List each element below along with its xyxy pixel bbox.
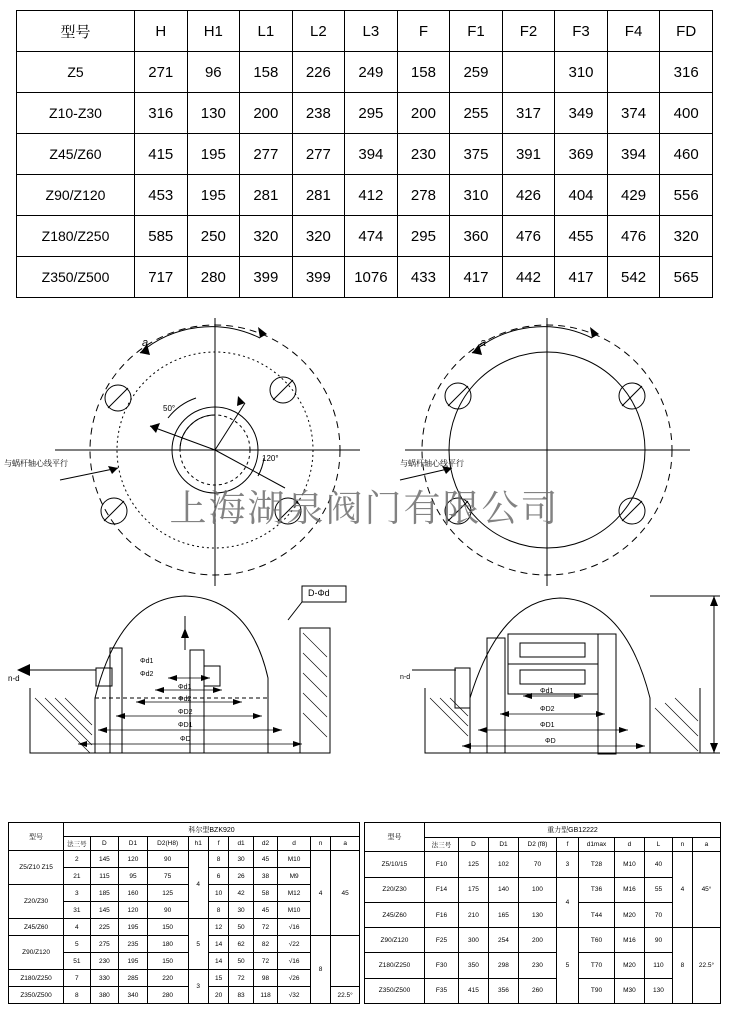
cell-L2: 226 [292, 52, 345, 93]
cell-model: Z350/Z500 [17, 257, 135, 298]
label-phi-D1-right: ΦD1 [540, 722, 555, 729]
table-row [9, 919, 360, 936]
cell-model: Z90/Z120 [9, 936, 64, 970]
label-angle-a-right: a [480, 337, 487, 349]
cell-h1: 5 [188, 919, 208, 970]
cell-D1: 140 [488, 877, 518, 902]
drawing-svg [0, 298, 729, 818]
cell-flange: 51 [64, 953, 91, 970]
cell-d1: 50 [229, 953, 253, 970]
cell-F2: 317 [502, 93, 555, 134]
cell-flange: F14 [424, 877, 458, 902]
cell-F3: 455 [555, 216, 608, 257]
cell-flange: 7 [64, 970, 91, 987]
cell-F3: 404 [555, 175, 608, 216]
label-phi-D1-left: ΦD1 [178, 722, 193, 729]
group-title-right: 重力型GB12222 [424, 823, 720, 838]
cell-D2: 90 [147, 851, 188, 868]
cell-F4: 394 [607, 134, 660, 175]
cell-D1: 298 [488, 953, 518, 978]
col-header-D1: D1 [488, 837, 518, 852]
cell-D: 210 [458, 902, 488, 927]
cell-F1: 417 [450, 257, 503, 298]
cell-L: 90 [644, 928, 672, 953]
cell-d: √26 [278, 970, 311, 987]
cell-F4: 429 [607, 175, 660, 216]
dimension-table [16, 10, 713, 298]
col-header-F4: F4 [607, 11, 660, 52]
cell-H1: 250 [187, 216, 240, 257]
cell-d: M9 [278, 868, 311, 885]
table-row [9, 970, 360, 987]
cell-H1: 195 [187, 134, 240, 175]
cell-F1: 375 [450, 134, 503, 175]
col-header-d1max: d1max [578, 837, 614, 852]
cell-L: 130 [644, 978, 672, 1003]
cell-flange: F16 [424, 902, 458, 927]
table-row [17, 93, 713, 134]
cell-model: Z10-Z30 [17, 93, 135, 134]
cell-L3: 295 [345, 93, 398, 134]
col-header-FD: FD [660, 11, 713, 52]
cell-F2 [502, 52, 555, 93]
cell-d1max: T28 [578, 852, 614, 877]
cell-model: Z20/Z30 [9, 885, 64, 919]
cell-D2: 150 [147, 919, 188, 936]
table-row [17, 134, 713, 175]
table-row [17, 175, 713, 216]
table-row [364, 928, 720, 953]
cell-model: Z90/Z120 [17, 175, 135, 216]
cell-F3: 310 [555, 52, 608, 93]
cell-L1: 200 [240, 93, 293, 134]
cell-F3: 417 [555, 257, 608, 298]
cell-L3: 474 [345, 216, 398, 257]
cell-D2: 100 [518, 877, 556, 902]
cell-D2: 130 [518, 902, 556, 927]
cell-D: 380 [90, 987, 119, 1004]
cell-D1: 235 [119, 936, 148, 953]
cell-f: 12 [208, 919, 228, 936]
cell-f: 10 [208, 885, 228, 902]
cell-f: 15 [208, 970, 228, 987]
table-row [9, 885, 360, 902]
cell-D2: 280 [147, 987, 188, 1004]
label-parallel-right: 与蜗杆轴心线平行 [400, 459, 464, 468]
cell-d1max: T36 [578, 877, 614, 902]
group-title-left: 科尔型BZK920 [64, 823, 360, 837]
cell-F: 433 [397, 257, 450, 298]
cell-f: 5 [556, 928, 578, 1004]
table-row [364, 902, 720, 927]
cell-f: 14 [208, 936, 228, 953]
col-header-model: 型号 [17, 11, 135, 52]
cell-F3: 349 [555, 93, 608, 134]
cell-flange: F30 [424, 953, 458, 978]
cell-L2: 277 [292, 134, 345, 175]
cell-D2: 200 [518, 928, 556, 953]
cell-H: 453 [135, 175, 188, 216]
cell-model: Z45/Z60 [364, 902, 424, 927]
cell-d1max: T44 [578, 902, 614, 927]
cell-n: 8 [672, 928, 692, 1004]
col-header-flange: 法三号 [64, 837, 91, 851]
cell-D: 230 [90, 953, 119, 970]
table-row [9, 936, 360, 953]
cell-D: 185 [90, 885, 119, 902]
cell-D1: 165 [488, 902, 518, 927]
cell-F2: 391 [502, 134, 555, 175]
col-header-f: f [208, 837, 228, 851]
cell-d2: 45 [253, 851, 277, 868]
table-row [17, 52, 713, 93]
cell-F: 295 [397, 216, 450, 257]
cell-d1: 62 [229, 936, 253, 953]
col-header-n: n [672, 837, 692, 852]
cell-F2: 426 [502, 175, 555, 216]
cell-f: 4 [556, 877, 578, 928]
table-header-row [17, 11, 713, 52]
label-phi-D2-left: ΦD2 [178, 709, 193, 716]
col-header-model: 型号 [9, 823, 64, 851]
cell-d: √16 [278, 919, 311, 936]
cell-L: 55 [644, 877, 672, 902]
col-header-D1: D1 [119, 837, 148, 851]
table-row [9, 851, 360, 868]
cell-H1: 96 [187, 52, 240, 93]
cell-H: 415 [135, 134, 188, 175]
col-header-F: F [397, 11, 450, 52]
label-phi-d1-right: Φd1 [540, 688, 554, 695]
label-phi-d2-left: Φd2 [178, 696, 192, 703]
cell-D1: 340 [119, 987, 148, 1004]
cell-d1max: T70 [578, 953, 614, 978]
cell-L3: 1076 [345, 257, 398, 298]
cell-flange: F10 [424, 852, 458, 877]
cell-n: 4 [310, 851, 330, 936]
cell-F1: 259 [450, 52, 503, 93]
table-row [9, 987, 360, 1004]
cell-d: M10 [278, 851, 311, 868]
cell-D2: 70 [518, 852, 556, 877]
cell-flange: 4 [64, 919, 91, 936]
cell-L2: 281 [292, 175, 345, 216]
cell-d: M30 [614, 978, 644, 1003]
cell-d: M10 [614, 852, 644, 877]
cell-d2: 58 [253, 885, 277, 902]
col-header-f: f [556, 837, 578, 852]
cell-D2: 90 [147, 902, 188, 919]
cell-L1: 320 [240, 216, 293, 257]
cell-d: √22 [278, 936, 311, 953]
cell-F: 230 [397, 134, 450, 175]
col-header-a: a [692, 837, 720, 852]
cell-d: √16 [278, 953, 311, 970]
cell-L2: 238 [292, 93, 345, 134]
cell-FD: 460 [660, 134, 713, 175]
label-phi-D-left: ΦD [180, 736, 191, 743]
technical-drawings [0, 298, 729, 818]
cell-D2: 150 [147, 953, 188, 970]
company-watermark: 上海湖泉阀门有限公司 [169, 487, 560, 530]
cell-D2: 260 [518, 978, 556, 1003]
cell-F1: 310 [450, 175, 503, 216]
col-header-model: 型号 [364, 823, 424, 852]
cell-a: 45 [331, 851, 360, 936]
cell-model: Z20/Z30 [364, 877, 424, 902]
cell-model: Z180/Z250 [9, 970, 64, 987]
cell-F3: 369 [555, 134, 608, 175]
cell-model: Z5/10/15 [364, 852, 424, 877]
cell-L: 40 [644, 852, 672, 877]
cell-d1max: T90 [578, 978, 614, 1003]
cell-d2: 45 [253, 902, 277, 919]
cell-D: 300 [458, 928, 488, 953]
col-header-H: H [135, 11, 188, 52]
cell-L: 110 [644, 953, 672, 978]
cell-D1: 95 [119, 868, 148, 885]
label-phi-D-right: ΦD [545, 738, 556, 745]
cell-FD: 565 [660, 257, 713, 298]
cell-D1: 195 [119, 919, 148, 936]
cell-F: 278 [397, 175, 450, 216]
cell-model: Z180/Z250 [17, 216, 135, 257]
cell-d2: 72 [253, 953, 277, 970]
cell-D: 115 [90, 868, 119, 885]
cell-f: 6 [208, 868, 228, 885]
cell-flange: 3 [64, 885, 91, 902]
cell-model: Z5/Z10 Z15 [9, 851, 64, 885]
label-phi-D2-right: ΦD2 [540, 706, 555, 713]
cell-f: 8 [208, 851, 228, 868]
cell-d1: 30 [229, 851, 253, 868]
cell-n: 8 [310, 936, 330, 1004]
cell-model: Z350/Z500 [364, 978, 424, 1003]
cell-flange: 21 [64, 868, 91, 885]
cell-d1max: T60 [578, 928, 614, 953]
cell-d1: 83 [229, 987, 253, 1004]
cell-H1: 280 [187, 257, 240, 298]
cell-d: M20 [614, 953, 644, 978]
table-row [364, 852, 720, 877]
label-D-phi-d: D-Φd [308, 588, 330, 598]
cell-model: Z45/Z60 [17, 134, 135, 175]
cell-d: √32 [278, 987, 311, 1004]
cell-L2: 320 [292, 216, 345, 257]
col-header-D2: D2(H8) [147, 837, 188, 851]
cell-d: M10 [278, 902, 311, 919]
cell-flange: 5 [64, 936, 91, 953]
cell-H: 316 [135, 93, 188, 134]
cell-d1: 72 [229, 970, 253, 987]
cell-model: Z90/Z120 [364, 928, 424, 953]
cell-H1: 195 [187, 175, 240, 216]
cell-a: 45° [692, 852, 720, 928]
cell-D2: 125 [147, 885, 188, 902]
cell-model: Z350/Z500 [9, 987, 64, 1004]
label-n-d-right: n-d [400, 674, 411, 681]
col-header-F2: F2 [502, 11, 555, 52]
cell-D: 275 [90, 936, 119, 953]
col-header-d: d [278, 837, 311, 851]
col-header-L: L [644, 837, 672, 852]
label-phi-d2: Φd2 [140, 671, 154, 678]
label-angle-120: 120° [262, 454, 279, 463]
cell-D1: 120 [119, 902, 148, 919]
cell-f: 8 [208, 902, 228, 919]
cell-FD: 556 [660, 175, 713, 216]
cell-L3: 249 [345, 52, 398, 93]
col-header-F1: F1 [450, 11, 503, 52]
flange-table-left [8, 822, 360, 1004]
cell-d2: 82 [253, 936, 277, 953]
cell-flange: 2 [64, 851, 91, 868]
cell-D2: 220 [147, 970, 188, 987]
cell-H: 271 [135, 52, 188, 93]
col-header-D: D [90, 837, 119, 851]
cell-model: Z5 [17, 52, 135, 93]
bottom-tables [0, 822, 729, 1004]
cell-H: 585 [135, 216, 188, 257]
cell-model: Z45/Z60 [9, 919, 64, 936]
cell-d1: 30 [229, 902, 253, 919]
table-row [17, 216, 713, 257]
cell-a: 22.5° [331, 987, 360, 1004]
cell-model: Z180/Z250 [364, 953, 424, 978]
col-header-L2: L2 [292, 11, 345, 52]
cell-d: M12 [278, 885, 311, 902]
cell-D2: 180 [147, 936, 188, 953]
cell-D: 225 [90, 919, 119, 936]
table-row [364, 877, 720, 902]
cell-flange: 8 [64, 987, 91, 1004]
col-header-d1: d1 [229, 837, 253, 851]
cell-FD: 400 [660, 93, 713, 134]
cell-D: 415 [458, 978, 488, 1003]
cell-F4: 542 [607, 257, 660, 298]
table-group-header-row [9, 823, 360, 837]
cell-D1: 285 [119, 970, 148, 987]
cell-d: M20 [614, 902, 644, 927]
table-row [364, 953, 720, 978]
cell-d1: 26 [229, 868, 253, 885]
cell-a [331, 936, 360, 987]
col-header-flange: 法三号 [424, 837, 458, 852]
cell-F2: 476 [502, 216, 555, 257]
cell-D: 175 [458, 877, 488, 902]
cell-D2: 230 [518, 953, 556, 978]
cell-flange: F25 [424, 928, 458, 953]
cell-d: M16 [614, 877, 644, 902]
label-phi-d1: Φd1 [140, 658, 154, 665]
cell-n: 4 [672, 852, 692, 928]
table-row [17, 257, 713, 298]
cell-flange: 31 [64, 902, 91, 919]
table-group-header-row [364, 823, 720, 838]
col-header-d2: d2 [253, 837, 277, 851]
cell-D: 125 [458, 852, 488, 877]
cell-L3: 412 [345, 175, 398, 216]
cell-L: 70 [644, 902, 672, 927]
cell-d2: 118 [253, 987, 277, 1004]
cell-D1: 254 [488, 928, 518, 953]
col-header-L1: L1 [240, 11, 293, 52]
col-header-d: d [614, 837, 644, 852]
cell-L1: 277 [240, 134, 293, 175]
cell-FD: 316 [660, 52, 713, 93]
cell-FD: 320 [660, 216, 713, 257]
cell-H: 717 [135, 257, 188, 298]
cell-F1: 255 [450, 93, 503, 134]
cell-f: 20 [208, 987, 228, 1004]
cell-D: 145 [90, 851, 119, 868]
col-header-H1: H1 [187, 11, 240, 52]
cell-D: 350 [458, 953, 488, 978]
cell-L1: 158 [240, 52, 293, 93]
col-header-F3: F3 [555, 11, 608, 52]
col-header-h1: h1 [188, 837, 208, 851]
cell-H1: 130 [187, 93, 240, 134]
cell-D1: 356 [488, 978, 518, 1003]
label-n-d-left: n-d [8, 674, 20, 683]
cell-D1: 195 [119, 953, 148, 970]
cell-L2: 399 [292, 257, 345, 298]
cell-D: 145 [90, 902, 119, 919]
cell-f: 3 [556, 852, 578, 877]
cell-D: 330 [90, 970, 119, 987]
cell-D1: 120 [119, 851, 148, 868]
col-header-D2: D2 (f8) [518, 837, 556, 852]
cell-F2: 442 [502, 257, 555, 298]
cell-d1: 50 [229, 919, 253, 936]
cell-L1: 399 [240, 257, 293, 298]
col-header-n: n [310, 837, 330, 851]
cell-d2: 98 [253, 970, 277, 987]
col-header-a: a [331, 837, 360, 851]
label-angle-50: 50° [163, 404, 176, 413]
cell-F: 200 [397, 93, 450, 134]
cell-F4 [607, 52, 660, 93]
flange-table-right [364, 822, 721, 1004]
cell-a: 22.5° [692, 928, 720, 1004]
cell-D1: 102 [488, 852, 518, 877]
cell-d2: 72 [253, 919, 277, 936]
cell-F4: 476 [607, 216, 660, 257]
cell-d1: 42 [229, 885, 253, 902]
cell-F4: 374 [607, 93, 660, 134]
cell-F: 158 [397, 52, 450, 93]
cell-h1: 3 [188, 970, 208, 1004]
cell-D1: 160 [119, 885, 148, 902]
cell-F1: 360 [450, 216, 503, 257]
cell-d2: 38 [253, 868, 277, 885]
col-header-D: D [458, 837, 488, 852]
cell-flange: F35 [424, 978, 458, 1003]
cell-f: 14 [208, 953, 228, 970]
cell-L1: 281 [240, 175, 293, 216]
cell-L3: 394 [345, 134, 398, 175]
label-parallel-left: 与蜗杆轴心线平行 [4, 459, 68, 468]
col-header-L3: L3 [345, 11, 398, 52]
cell-h1: 4 [188, 851, 208, 919]
label-phi-d1-left: Φd1 [178, 684, 192, 691]
cell-d: M16 [614, 928, 644, 953]
cell-D2: 75 [147, 868, 188, 885]
label-angle-a-left: a [142, 337, 149, 349]
